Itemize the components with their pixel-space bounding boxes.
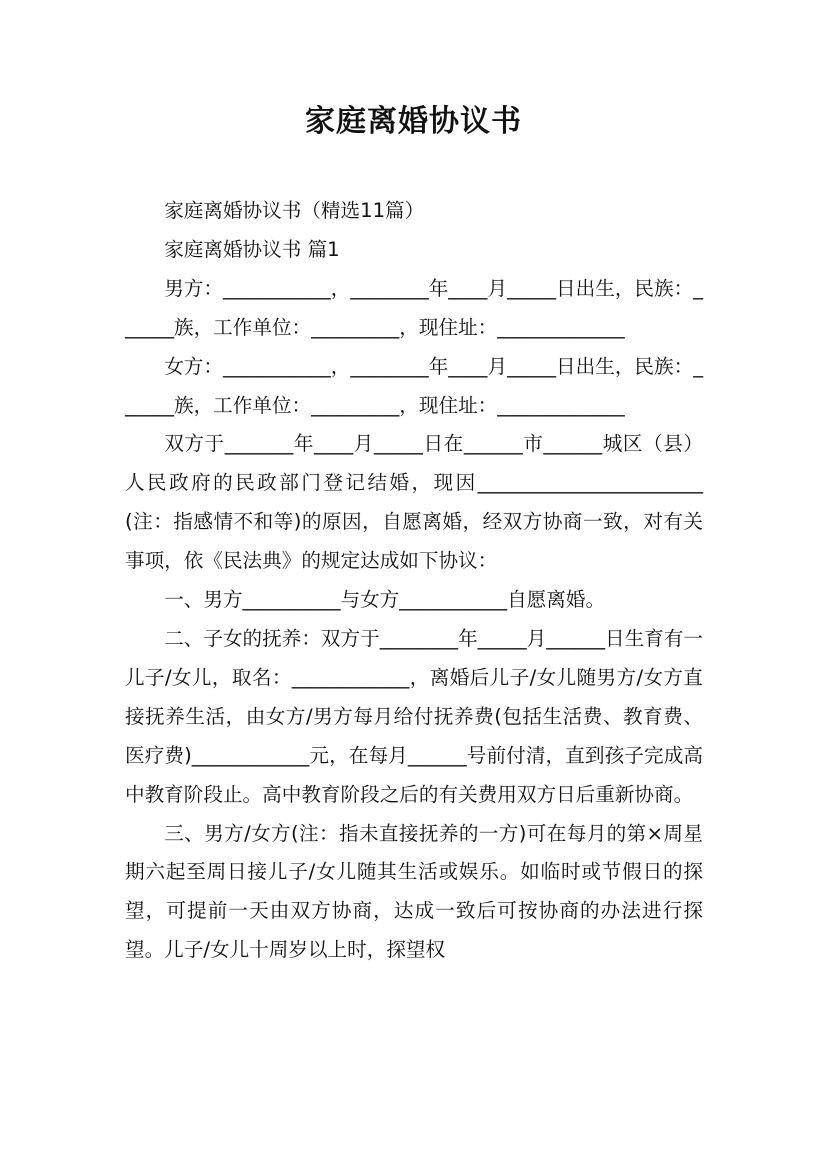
paragraph-clause-1: 一、男方__________与女方___________自愿离婚。	[164, 588, 606, 612]
paragraph-clause-3: 三、男方/女方(注：指未直接抚养的一方)可在每月的第×周星期六起至周日接儿子/女儿随其生活或娱乐。如临时或节假日的探望，可提前一天由双方协商，达成一致后可按协商的办法进行探望。儿子/女儿十周岁以上时，探望权	[125, 821, 703, 962]
paragraph-section-heading: 家庭离婚协议书 篇1	[164, 237, 340, 261]
paragraph-clause-2: 二、子女的抚养：双方于________年_____月______日生育有一儿子/女儿，取名：____________，离婚后儿子/女儿随男方/女方直接抚养生活，由女方/男方每月给付抚养费(包括生活费、教育费、医疗费)____________元，在每月______号前付清，直到孩子完成高中教育阶段止。高中教育阶段之后的有关费用双方日后重新协商。	[125, 626, 704, 806]
paragraph-subtitle: 家庭离婚协议书（精选11篇）	[164, 199, 425, 222]
document-title: 家庭离婚协议书	[305, 104, 522, 139]
paragraph-husband-info: 男方：___________，________年____月_____日出生，民族：______族，工作单位：_________，现住址：_____________	[125, 276, 704, 339]
paragraph-wife-info: 女方：___________，________年____月_____日出生，民族：______族，工作单位：_________，现住址：_____________	[125, 354, 704, 417]
paragraph-marriage-registration: 双方于_______年____月_____日在______市______城区（县）人民政府的民政部门登记结婚，现因_______________________(注：指感情不和等)的原因，自愿离婚，经双方协商一致，对有关事项，依《民法典》的规定达成如下协议：	[125, 432, 703, 573]
document-body	[125, 192, 703, 970]
